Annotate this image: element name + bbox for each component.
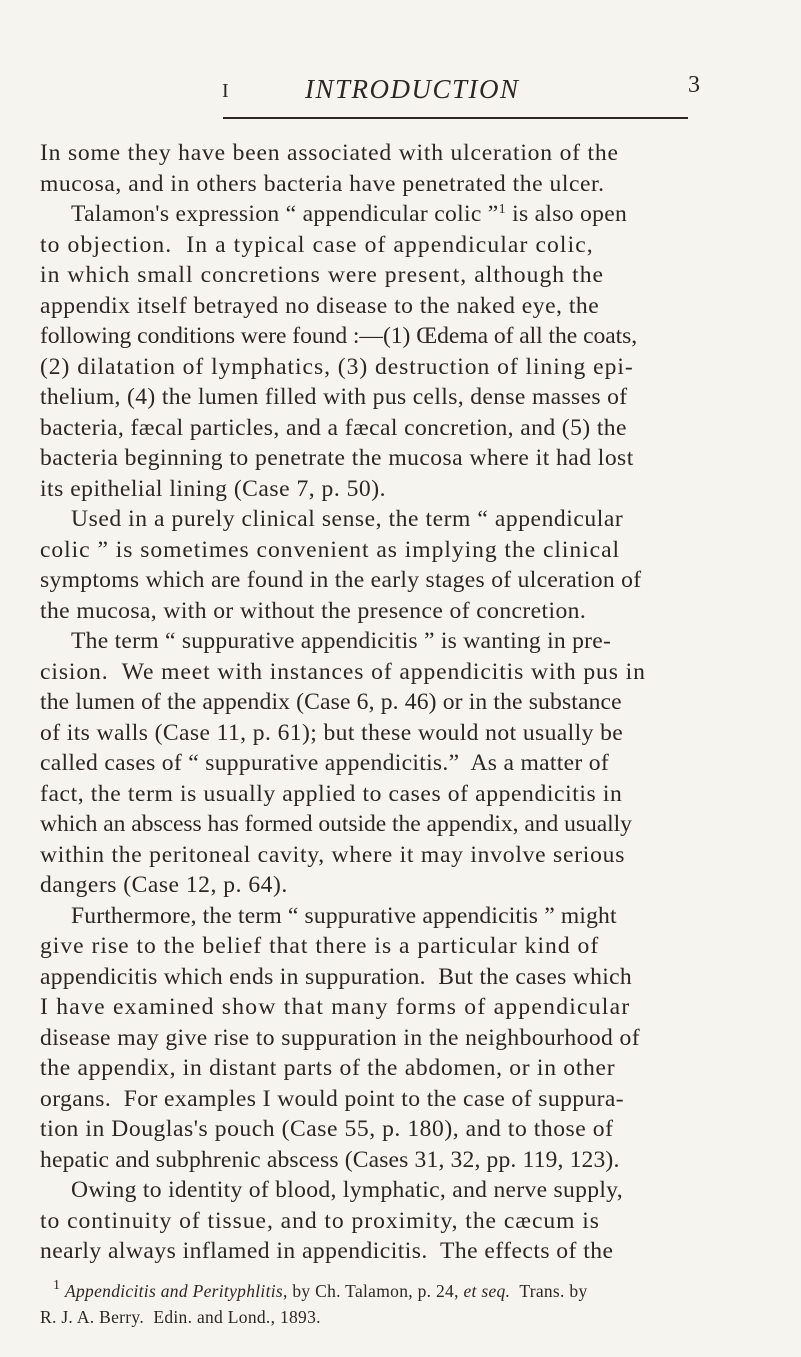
text-line: called cases of “ suppurative appendicitis.” As a matter of xyxy=(40,750,609,776)
text-line: disease may give rise to suppuration in the neighbourhood of xyxy=(40,1025,640,1051)
text-line: Used in a purely clinical sense, the term “ appendicular xyxy=(71,506,624,532)
text-line: give rise to the belief that there is a particular kind of xyxy=(40,933,600,959)
text-line: appendix itself betrayed no disease to the naked eye, the xyxy=(40,293,600,319)
text-line: thelium, (4) the lumen filled with pus cells, dense masses of xyxy=(40,384,628,410)
text-line: The term “ suppurative appendicitis ” is wanting in pre- xyxy=(71,628,612,654)
footnote-line: R. J. A. Berry. Edin. and Lond., 1893. xyxy=(40,1307,321,1327)
text-line: tion in Douglas's pouch (Case 55, p. 180), and to those of xyxy=(40,1116,614,1142)
text-line: its epithelial lining (Case 7, p. 50). xyxy=(40,476,386,502)
footnote-line xyxy=(53,1278,588,1301)
page-header xyxy=(0,0,801,130)
text-line: mucosa, and in others bacteria have penetrated the ulcer. xyxy=(40,171,605,197)
text-line xyxy=(71,203,627,227)
running-head: INTRODUCTION xyxy=(305,74,520,104)
text-line: the appendix, in distant parts of the abdomen, or in other xyxy=(40,1055,616,1081)
text-line: hepatic and subphrenic abscess (Cases 31, 32, pp. 119, 123). xyxy=(40,1147,620,1173)
footnote-title: Appendicitis and Perityphlitis xyxy=(65,1281,283,1301)
text-line: (2) dilatation of lymphatics, (3) destruction of lining epi- xyxy=(40,354,634,380)
text-line-part: is also open xyxy=(505,201,628,227)
text-line: to objection. In a typical case of appendicular colic, xyxy=(40,232,594,258)
text-line: cision. We meet with instances of appendicitis with pus in xyxy=(40,659,646,685)
text-line-part: Talamon's expression “ appendicular colic ” xyxy=(71,201,499,227)
text-line: organs. For examples I would point to the case of suppura- xyxy=(40,1086,625,1112)
text-line: to continuity of tissue, and to proximity, the cæcum is xyxy=(40,1208,600,1234)
text-line: bacteria beginning to penetrate the mucosa where it had lost xyxy=(40,445,634,471)
text-line: bacteria, fæcal particles, and a fæcal concretion, and (5) the xyxy=(40,415,627,441)
text-line: which an abscess has formed outside the appendix, and usually xyxy=(40,811,632,837)
text-line: in which small concretions were present, although the xyxy=(40,262,605,288)
text-line: dangers (Case 12, p. 64). xyxy=(40,872,288,898)
text-line: nearly always inflamed in appendicitis. The effects of the xyxy=(40,1238,614,1264)
text-line: within the peritoneal cavity, where it may involve serious xyxy=(40,842,626,868)
text-line: following conditions were found :—(1) Œdema of all the coats, xyxy=(40,323,638,349)
text-line: In some they have been associated with ulceration of the xyxy=(40,140,619,166)
text-line: colic ” is sometimes convenient as implying the clinical xyxy=(40,537,620,563)
text-line: the mucosa, with or without the presence of concretion. xyxy=(40,598,587,624)
text-line: Owing to identity of blood, lymphatic, and nerve supply, xyxy=(71,1177,623,1203)
footnote-et-seq: et seq. xyxy=(463,1281,511,1301)
footnote-ref: 1 xyxy=(498,202,506,217)
text-line: symptoms which are found in the early stages of ulceration of xyxy=(40,567,642,593)
text-line: I have examined show that many forms of appendicular xyxy=(40,994,631,1020)
text-line: Furthermore, the term “ suppurative appendicitis ” might xyxy=(71,903,617,929)
text-line: appendicitis which ends in suppuration. But the cases which xyxy=(40,964,633,990)
text-line: fact, the term is usually applied to cases of appendicitis in xyxy=(40,781,623,807)
text-line: the lumen of the appendix (Case 6, p. 46) or in the substance xyxy=(40,689,622,715)
header-rule xyxy=(223,117,688,119)
page-number: 3 xyxy=(688,72,700,98)
footnote-text: , by Ch. Talamon, p. 24, xyxy=(283,1281,464,1301)
footnote-text: Trans. by xyxy=(510,1281,588,1301)
text-line: of its walls (Case 11, p. 61); but these would not usually be xyxy=(40,720,624,746)
footnote-marker: 1 xyxy=(53,1278,61,1293)
chapter-number: I xyxy=(222,80,229,102)
